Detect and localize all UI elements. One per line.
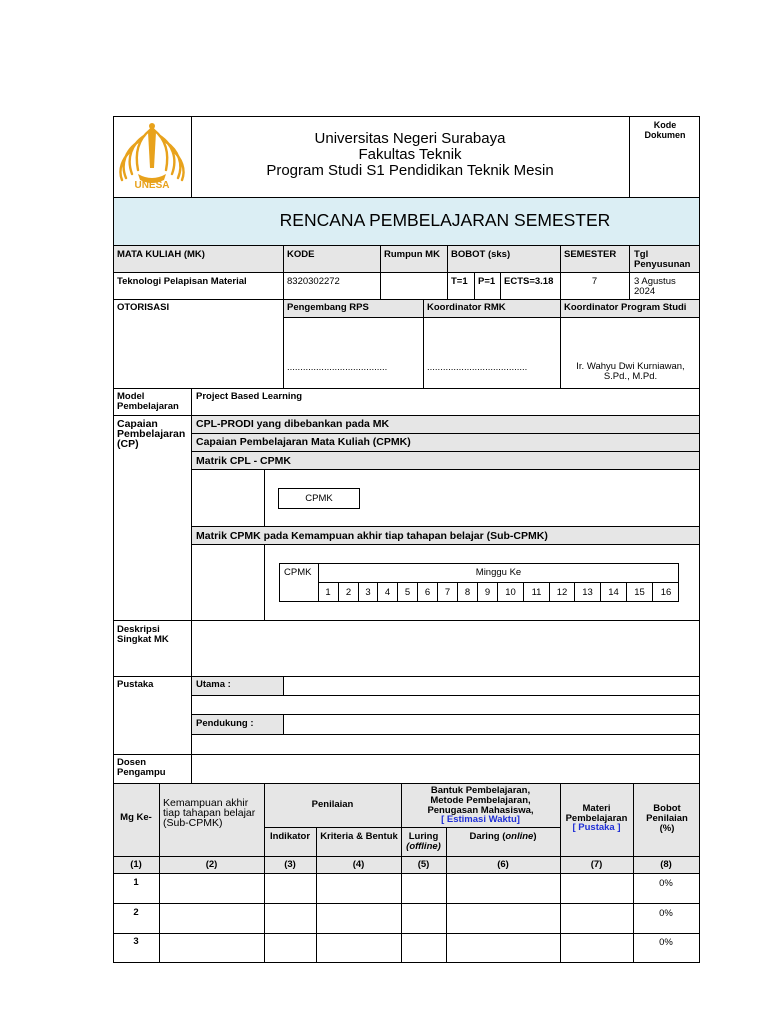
table-row-1-mg: 1 — [133, 877, 139, 888]
mata-kuliah-value: Teknologi Pelapisan Material — [117, 276, 247, 287]
col-number-3: (3) — [284, 859, 296, 870]
semester-header: SEMESTER — [564, 249, 617, 260]
online-text: online — [505, 831, 534, 842]
table-row-3-bobot: 0% — [659, 937, 673, 948]
week-number-12: 12 — [549, 583, 574, 602]
minggu-label: Minggu Ke — [475, 567, 522, 578]
matrik-cpl-label: Matrik CPL - CPMK — [196, 455, 291, 467]
rumpun-header: Rumpun MK — [384, 249, 440, 260]
bantuk-line-3: Penugasan Mahasiswa, — [427, 805, 534, 816]
week-numbers-row — [318, 583, 679, 602]
daring-header — [446, 832, 560, 842]
cpmk-box-label: CPMK — [305, 493, 333, 504]
kemampuan-header: Kemampuan akhir tiap tahapan belajar (Sub-CPMK) — [163, 797, 256, 829]
week-number-3: 3 — [358, 583, 377, 602]
deskripsi-label: Deskripsi Singkat MK — [117, 624, 169, 645]
col-number-1: (1) — [130, 859, 142, 870]
capaian-label: Capaian Pembelajaran (CP) — [117, 418, 186, 450]
kode-value: 8320302272 — [287, 276, 340, 287]
cpmk-column-label: CPMK — [284, 567, 312, 578]
col-number-4: (4) — [352, 859, 365, 870]
dosen-label: Dosen Pengampu — [117, 757, 166, 778]
week-number-2: 2 — [338, 583, 358, 602]
week-number-13: 13 — [574, 583, 600, 602]
col-number-6: (6) — [497, 859, 509, 870]
semester-value: 7 — [591, 276, 598, 287]
table-row-3-mg: 3 — [133, 936, 139, 947]
page-title: RENCANA PEMBELAJARAN SEMESTER — [279, 210, 611, 230]
tgl-value: 3 Agustus 2024 — [634, 276, 676, 297]
pustaka-utama-label: Utama : — [196, 679, 231, 690]
week-number-16: 16 — [652, 583, 679, 602]
week-number-7: 7 — [437, 583, 457, 602]
col-number-7: (7) — [590, 859, 603, 870]
col-number-2: (2) — [205, 859, 218, 870]
unesa-logo — [114, 118, 190, 196]
logo-text: UNESA — [134, 180, 170, 191]
week-number-6: 6 — [417, 583, 437, 602]
matrik-sub-label: Matrik CPMK pada Kemampuan akhir tiap tahapan belajar (Sub-CPMK) — [196, 530, 548, 542]
daring-close-text: ) — [533, 831, 537, 842]
kriteria-header: Kriteria & Bentuk — [320, 831, 398, 842]
cpl-prodi-label: CPL-PRODI yang dibebankan pada MK — [196, 418, 390, 430]
program-name: Program Studi S1 Pendidikan Teknik Mesin — [266, 162, 554, 179]
week-number-5: 5 — [397, 583, 417, 602]
pustaka-pendukung-label: Pendukung : — [196, 718, 254, 729]
model-label: Model Pembelajaran — [117, 391, 179, 412]
col-number-8: (8) — [660, 859, 672, 870]
indikator-header: Indikator — [269, 831, 311, 842]
cpmk-label: Capaian Pembelajaran Mata Kuliah (CPMK) — [196, 436, 411, 448]
materi-pustaka-header: [ Pustaka ] — [572, 822, 621, 833]
otorisasi-label: OTORISASI — [117, 302, 170, 313]
pustaka-label: Pustaka — [117, 679, 154, 690]
bobot-header: Bobot Penilaian (%) — [646, 803, 688, 834]
p-value: P=1 — [478, 276, 496, 287]
kode-header: KODE — [287, 249, 315, 260]
week-number-11: 11 — [523, 583, 549, 602]
pengembang-label: Pengembang RPS — [287, 302, 369, 313]
kode-dokumen-label: Kode Dokumen — [644, 120, 686, 140]
penilaian-header: Penilaian — [311, 799, 354, 810]
bantuk-line-4: [ Estimasi Waktu] — [441, 814, 520, 825]
mata-kuliah-header: MATA KULIAH (MK) — [117, 249, 205, 260]
koordinator-rmk-signature: ...................................... — [427, 362, 528, 373]
luring-header: Luring — [408, 831, 439, 842]
bantuk-line-2: Metode Pembelajaran, — [430, 795, 531, 806]
week-number-1: 1 — [325, 587, 331, 598]
week-number-9: 9 — [477, 583, 497, 602]
table-row-1-bobot: 0% — [659, 878, 673, 889]
university-name: Universitas Negeri Surabaya — [314, 130, 506, 147]
bantuk-line-1: Bantuk Pembelajaran, — [430, 785, 531, 796]
table-row-2-mg: 2 — [133, 907, 139, 918]
bobot-header: BOBOT (sks) — [451, 249, 511, 260]
week-number-8: 8 — [457, 583, 477, 602]
table-row-2-bobot: 0% — [659, 908, 673, 919]
daring-text: Daring ( — [469, 831, 506, 842]
tgl-header: Tgl Penyusunan — [634, 249, 691, 270]
koordinator-rmk-label: Koordinator RMK — [427, 302, 506, 313]
week-number-10: 10 — [497, 583, 523, 602]
koordinator-prodi-label: Koordinator Program Studi — [564, 302, 687, 313]
week-number-4: 4 — [377, 583, 397, 602]
mg-ke-header: Mg Ke- — [120, 812, 152, 823]
offline-header: (offline) — [406, 841, 441, 852]
ects-value: ECTS=3.18 — [504, 276, 554, 287]
koordinator-prodi-name: Ir. Wahyu Dwi Kurniawan, S.Pd., M.Pd. — [576, 361, 685, 382]
col-number-5: (5) — [417, 859, 430, 870]
week-number-15: 15 — [626, 583, 652, 602]
materi-header: Materi Pembelajaran — [565, 803, 628, 824]
week-number-14: 14 — [600, 583, 626, 602]
model-value: Project Based Learning — [196, 391, 303, 402]
faculty-name: Fakultas Teknik — [358, 146, 462, 163]
t-value: T=1 — [451, 276, 468, 287]
pengembang-signature: ...................................... — [287, 362, 388, 373]
